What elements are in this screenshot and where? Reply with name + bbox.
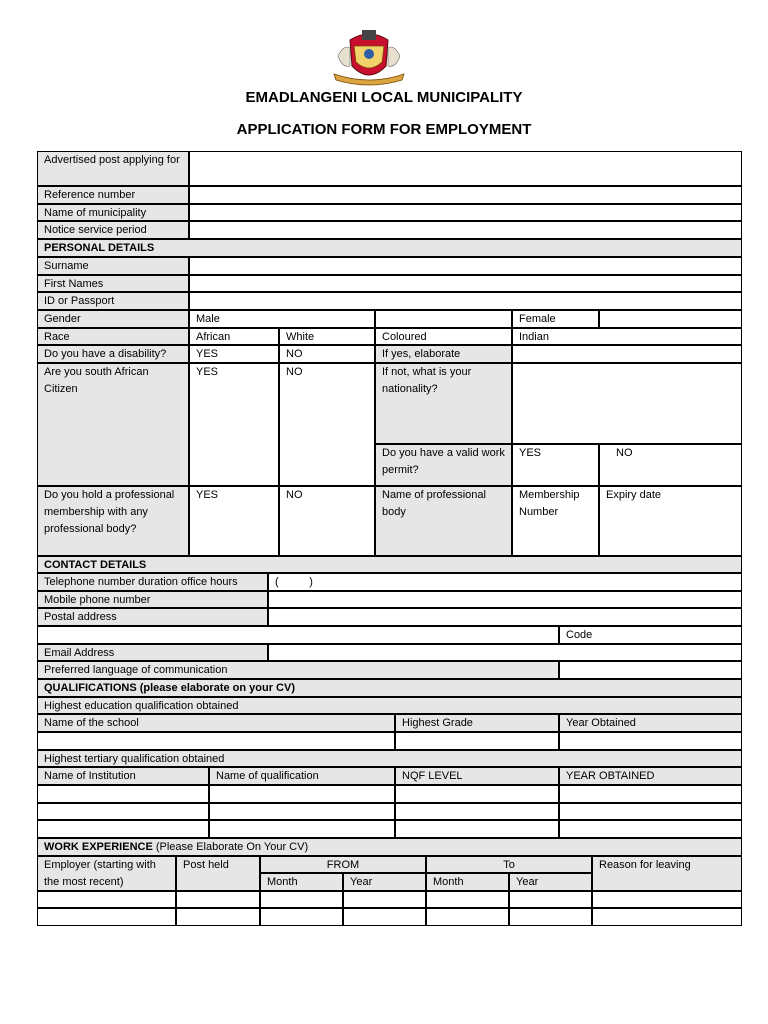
work-row-2-reason[interactable] [592,908,742,926]
municipality-name-label: Name of municipality [37,204,189,221]
work-row-2-post[interactable] [176,908,260,926]
gender-female-field[interactable] [599,310,742,328]
expiry-date-label[interactable]: Expiry date [599,486,742,556]
first-names-label: First Names [37,275,189,292]
contact-details-heading: CONTACT DETAILS [37,556,742,573]
reference-number-field[interactable] [189,186,742,204]
race-coloured-option[interactable]: Coloured [375,328,512,345]
tertiary-row-1-year[interactable] [559,785,742,803]
highest-grade-field[interactable] [395,732,559,750]
professional-yes-option[interactable]: YES [189,486,279,556]
notice-period-field[interactable] [189,221,742,239]
highest-grade-header: Highest Grade [395,714,559,732]
highest-tertiary-heading: Highest tertiary qualification obtained [37,750,742,767]
membership-number-label[interactable]: Membership Number [512,486,599,556]
form-title: APPLICATION FORM FOR EMPLOYMENT [236,121,532,138]
organization-name: EMADLANGENI LOCAL MUNICIPALITY [245,89,523,106]
advertised-post-field[interactable] [189,151,742,186]
tertiary-row-1-qualification[interactable] [209,785,395,803]
to-header: To [426,856,592,873]
nationality-question: If not, what is your nationality? [375,363,512,444]
work-row-1-post[interactable] [176,891,260,908]
email-label: Email Address [37,644,268,661]
id-passport-label: ID or Passport [37,292,189,310]
qualifications-heading: QUALIFICATIONS (please elaborate on your CV) [37,679,742,697]
postal-address-line-2[interactable] [37,626,559,644]
gender-male-label: Male [189,310,375,328]
professional-no-option[interactable]: NO [279,486,375,556]
work-permit-yes-option[interactable]: YES [512,444,599,486]
work-experience-title: WORK EXPERIENCE [44,841,153,853]
mobile-label: Mobile phone number [37,591,268,608]
telephone-label: Telephone number duration office hours [37,573,268,591]
first-names-field[interactable] [189,275,742,292]
work-row-2-to-month[interactable] [426,908,509,926]
work-row-1-employer[interactable] [37,891,176,908]
gender-label: Gender [37,310,189,328]
institution-header: Name of Institution [37,767,209,785]
professional-membership-question: Do you hold a professional membership with any professional body? [37,486,189,556]
tertiary-row-3-nqf[interactable] [395,820,559,838]
personal-details-heading: PERSONAL DETAILS [37,239,742,257]
school-year-field[interactable] [559,732,742,750]
language-label: Preferred language of communication [37,661,559,679]
work-row-1-reason[interactable] [592,891,742,908]
municipality-name-field[interactable] [189,204,742,221]
from-year-header: Year [343,873,426,891]
disability-elaborate-field[interactable] [512,345,742,363]
notice-period-label: Notice service period [37,221,189,239]
from-header: FROM [260,856,426,873]
citizen-yes-option[interactable]: YES [189,363,279,486]
citizen-no-option[interactable]: NO [279,363,375,486]
work-experience-note: (Please Elaborate On Your CV) [152,841,309,853]
gender-female-label: Female [512,310,599,328]
work-row-1-from-year[interactable] [343,891,426,908]
tertiary-row-2-qualification[interactable] [209,803,395,820]
nqf-level-header: NQF LEVEL [395,767,559,785]
tertiary-row-3-qualification[interactable] [209,820,395,838]
race-indian-option[interactable]: Indian [512,328,742,345]
work-experience-heading [37,838,742,856]
gender-male-field[interactable] [375,310,512,328]
disability-elaborate-label: If yes, elaborate [375,345,512,363]
employer-header: Employer (starting with the most recent) [37,856,176,891]
work-row-1-from-month[interactable] [260,891,343,908]
post-held-header: Post held [176,856,260,891]
tertiary-row-1-nqf[interactable] [395,785,559,803]
work-permit-question: Do you have a valid work permit? [375,444,512,486]
work-row-2-to-year[interactable] [509,908,592,926]
professional-body-label: Name of professional body [375,486,512,556]
from-month-header: Month [260,873,343,891]
postal-code-label[interactable]: Code [559,626,742,644]
postal-address-label: Postal address [37,608,268,626]
school-name-header: Name of the school [37,714,395,732]
qualification-name-header: Name of qualification [209,767,395,785]
to-month-header: Month [426,873,509,891]
tertiary-row-2-institution[interactable] [37,803,209,820]
reason-for-leaving-header: Reason for leaving [592,856,742,891]
work-row-2-from-year[interactable] [343,908,426,926]
tertiary-row-2-year[interactable] [559,803,742,820]
reference-number-label: Reference number [37,186,189,204]
mobile-field[interactable] [268,591,742,608]
email-field[interactable] [268,644,742,661]
telephone-field[interactable]: ( ) [268,573,742,591]
tertiary-year-header: YEAR OBTAINED [559,767,742,785]
tertiary-row-3-institution[interactable] [37,820,209,838]
race-white-option[interactable]: White [279,328,375,345]
work-row-2-from-month[interactable] [260,908,343,926]
advertised-post-label: Advertised post applying for [37,151,189,186]
to-year-header: Year [509,873,592,891]
postal-address-field[interactable] [268,608,742,626]
language-field[interactable] [559,661,742,679]
year-obtained-header: Year Obtained [559,714,742,732]
disability-yes-option[interactable]: YES [189,345,279,363]
school-name-field[interactable] [37,732,395,750]
tertiary-row-3-year[interactable] [559,820,742,838]
surname-field[interactable] [189,257,742,275]
disability-question: Do you have a disability? [37,345,189,363]
nationality-field[interactable] [512,363,742,444]
citizen-question: Are you south African Citizen [37,363,189,486]
surname-label: Surname [37,257,189,275]
work-row-2-employer[interactable] [37,908,176,926]
id-passport-field[interactable] [189,292,742,310]
work-permit-no-option[interactable]: NO [599,444,742,486]
disability-no-option[interactable]: NO [279,345,375,363]
highest-education-heading: Highest education qualification obtained [37,697,742,714]
race-label: Race [37,328,189,345]
tertiary-row-1-institution[interactable] [37,785,209,803]
work-row-1-to-month[interactable] [426,891,509,908]
tertiary-row-2-nqf[interactable] [395,803,559,820]
race-african-option[interactable]: African [189,328,279,345]
work-row-1-to-year[interactable] [509,891,592,908]
